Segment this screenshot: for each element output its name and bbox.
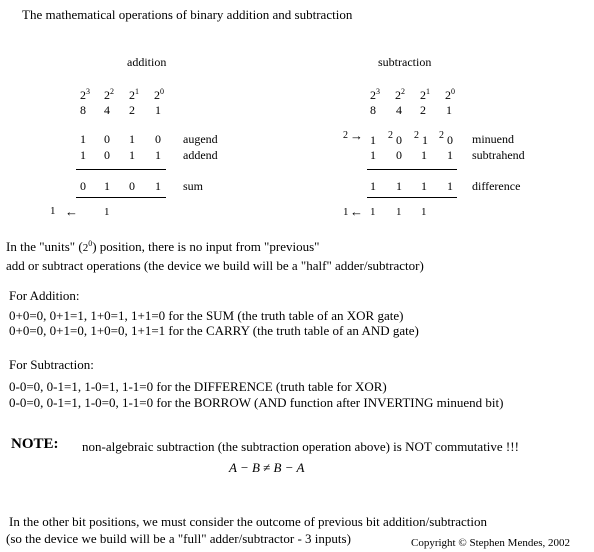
add-weight-2: 2 <box>129 103 135 117</box>
difference-bit-0: 1 <box>447 179 453 193</box>
minuend-borrow-1: 2 <box>414 130 419 141</box>
augend-bit-0: 0 <box>155 132 161 146</box>
subtraction-difference-rule: 0-0=0, 0-1=1, 1-0=1, 1-1=0 for the DIFFERENCE (truth table for XOR) <box>9 379 387 394</box>
addition-sum-rule: 0+0=0, 0+1=1, 1+0=1, 1+1=0 for the SUM (the truth table of an XOR gate) <box>9 308 404 323</box>
difference-bit-1: 1 <box>421 179 427 193</box>
non-commutative-formula: A − B ≠ B − A <box>229 460 305 475</box>
addition-heading: addition <box>127 55 167 69</box>
addend-bit-3: 1 <box>80 148 86 162</box>
sub-weight-8: 8 <box>370 103 376 117</box>
borrow-in-arrow-icon: → <box>350 128 363 143</box>
add-power-2: $2^2$ <box>104 87 114 102</box>
add-weight-4: 4 <box>104 103 110 117</box>
borrow-in-value: 2 <box>343 130 348 141</box>
subtrahend-bit-3: 1 <box>370 148 376 162</box>
carry-out-bit: 1 <box>50 205 56 217</box>
carry-bit: 1 <box>104 206 110 218</box>
sub-weight-1: 1 <box>446 103 452 117</box>
minuend-bit-2: 0 <box>396 133 402 147</box>
add-power-3: $2^3$ <box>80 87 90 102</box>
carry-arrow-icon: ← <box>65 204 78 219</box>
other-positions-line-1: In the other bit positions, we must consider the outcome of previous bit addition/subtraction <box>9 514 488 529</box>
borrow-bit-1: 1 <box>421 206 427 218</box>
sum-bit-1: 0 <box>129 179 135 193</box>
add-power-1: $2^1$ <box>129 87 139 102</box>
page-title: The mathematical operations of binary addition and subtraction <box>22 7 353 22</box>
add-weight-8: 8 <box>80 103 86 117</box>
subtrahend-bit-0: 1 <box>447 148 453 162</box>
addend-label: addend <box>183 148 218 162</box>
sub-power-3: $2^3$ <box>370 87 380 102</box>
copyright-notice: Copyright © Stephen Mendes, 2002 <box>411 537 570 549</box>
minuend-bit-1: 1 <box>422 133 428 147</box>
sub-weight-2: 2 <box>420 103 426 117</box>
add-weight-1: 1 <box>155 103 161 117</box>
units-note-line-2: add or subtract operations (the device we build will be a "half" adder/subtractor) <box>6 258 424 273</box>
addend-bit-1: 1 <box>129 148 135 162</box>
borrow-out-arrow-icon: ← <box>350 204 363 219</box>
borrow-bit-3: 1 <box>370 206 376 218</box>
minuend-borrow-0: 2 <box>439 130 444 141</box>
subtraction-bottom-rule <box>367 197 457 198</box>
for-subtraction-heading: For Subtraction: <box>9 357 94 372</box>
subtrahend-bit-2: 0 <box>396 148 402 162</box>
addition-bottom-rule <box>76 197 166 198</box>
difference-label: difference <box>472 179 521 193</box>
minuend-label: minuend <box>472 132 514 146</box>
units-note-line-1: In the "units" $(2^0)$ position, there is no input from "previous" <box>6 239 320 254</box>
minuend-bit-3: 1 <box>370 133 376 147</box>
augend-bit-2: 0 <box>104 132 110 146</box>
other-positions-line-2: (so the device we build will be a "full" adder/subtractor - 3 inputs) <box>6 531 351 546</box>
subtraction-top-rule <box>367 169 457 170</box>
subtrahend-label: subtrahend <box>472 148 525 162</box>
addition-carry-rule: 0+0=0, 0+1=0, 1+0=0, 1+1=1 for the CARRY (the truth table of an AND gate) <box>9 323 419 338</box>
borrow-out-bit: 1 <box>343 206 349 218</box>
sub-power-2: $2^2$ <box>395 87 405 102</box>
subtrahend-bit-1: 1 <box>421 148 427 162</box>
augend-bit-3: 1 <box>80 132 86 146</box>
sum-bit-3: 0 <box>80 179 86 193</box>
sub-weight-4: 4 <box>396 103 402 117</box>
augend-label: augend <box>183 132 218 146</box>
for-addition-heading: For Addition: <box>9 288 80 303</box>
note-label: NOTE: <box>11 436 59 452</box>
sub-power-0: $2^0$ <box>445 87 455 102</box>
addition-top-rule <box>76 169 166 170</box>
minuend-bit-0: 0 <box>447 133 453 147</box>
add-power-0: $2^0$ <box>154 87 164 102</box>
borrow-bit-2: 1 <box>396 206 402 218</box>
addend-bit-0: 1 <box>155 148 161 162</box>
minuend-borrow-2: 2 <box>388 130 393 141</box>
sum-bit-2: 1 <box>104 179 110 193</box>
sum-bit-0: 1 <box>155 179 161 193</box>
sum-label: sum <box>183 179 204 193</box>
sub-power-1: $2^1$ <box>420 87 430 102</box>
difference-bit-3: 1 <box>370 179 376 193</box>
difference-bit-2: 1 <box>396 179 402 193</box>
augend-bit-1: 1 <box>129 132 135 146</box>
subtraction-borrow-rule: 0-0=0, 0-1=1, 1-0=0, 1-1=0 for the BORROW (AND function after INVERTING minuend bit) <box>9 395 504 410</box>
subtraction-heading: subtraction <box>378 55 432 69</box>
addend-bit-2: 0 <box>104 148 110 162</box>
note-text: non-algebraic subtraction (the subtraction operation above) is NOT commutative !!! <box>82 439 519 454</box>
